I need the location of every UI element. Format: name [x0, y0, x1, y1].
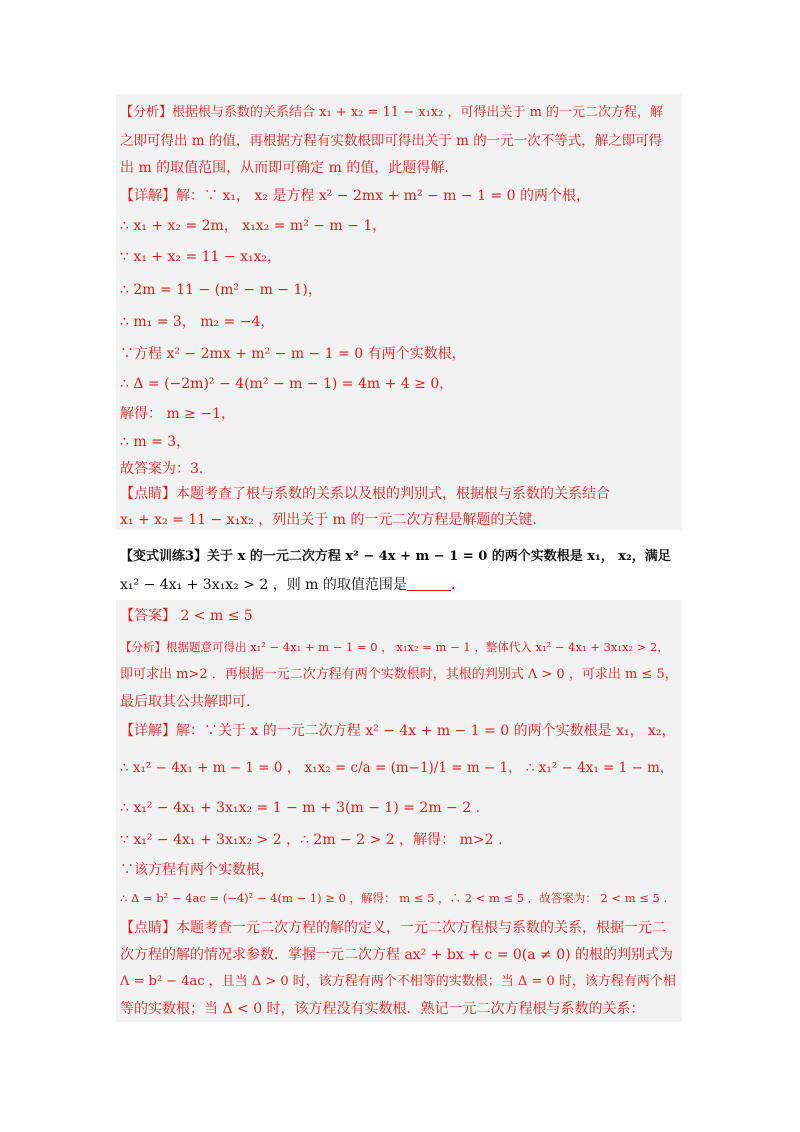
comment-2-line-4: 等的实数根；当 Δ < 0 时，该方程没有实数根．熟记一元二次方程根与系数的关系： [120, 1001, 645, 1017]
detail-2-line-6: ∴ Δ = b² − 4ac = (−4)² − 4(m − 1) ≥ 0 ，解得： m ≤ 5 ，∴ 2 < m ≤ 5 ．故答案为： 2 < m ≤ 5 . [120, 891, 668, 905]
comment-2-line-3: Λ = b² − 4ac ，且当 Δ > 0 时，该方程有两个不相等的实数根；当 Δ = 0 时，该方程有两个相 [120, 974, 676, 989]
answer-line-2: 【答案】 2 < m ≤ 5 [120, 608, 253, 624]
question-text: x₁² − 4x₁ + 3x₁x₂ > 2 ，则 m 的取值范围是 [120, 577, 407, 593]
analysis-2-line-3: 最后取其公共解即可. [120, 694, 251, 710]
detail-2-line-1: 【详解】解：∵关于 x 的一元二次方程 x² − 4x + m − 1 = 0 的两个实数根是 x₁， x₂， [120, 723, 676, 739]
detail-line-5: ∴ m₁ = 3， m₂ = −4， [120, 314, 275, 330]
detail-line-9: ∴ m = 3， [120, 434, 191, 450]
exercise-3-title: 【变式训练3】关于 x 的一元二次方程 x² − 4x + m − 1 = 0 的两个实数根是 x₁， x₂，满足 [120, 549, 671, 564]
analysis-2-line-2: 即可求出 m>2 ．再根据一元二次方程有两个实数根时，其根的判别式 Λ > 0 ，可求出 m ≤ 5， [120, 667, 678, 682]
detail-line-1: 【详解】解：∵ x₁， x₂ 是方程 x² − 2mx + m² − m − 1 = 0 的两个根， [120, 188, 590, 204]
detail-line-4: ∴ 2m = 11 − (m² − m − 1)， [120, 282, 322, 298]
comment-2-line-2: 次方程的解的情况求参数．掌握一元二次方程 ax² + bx + c = 0(a ≠ 0) 的根的判别式为 [120, 947, 674, 963]
comment-line-2: x₁ + x₂ = 11 − x₁x₂ ，列出关于 m 的一元二次方程是解题的关键. [120, 512, 537, 528]
detail-2-line-3: ∴ x₁² − 4x₁ + 3x₁x₂ = 1 − m + 3(m − 1) = 2m − 2 . [120, 800, 481, 816]
analysis-line-3: 出 m 的取值范围，从而即可确定 m 的值，此题得解. [120, 160, 449, 176]
detail-2-line-4: ∵ x₁² − 4x₁ + 3x₁x₂ > 2 ，∴ 2m − 2 > 2 ，解得： m>2 . [120, 832, 503, 848]
detail-2-line-5: ∵该方程有两个实数根， [120, 862, 274, 878]
question-end: . [450, 577, 456, 593]
exercise-3-question [120, 574, 680, 596]
detail-line-3: ∵ x₁ + x₂ = 11 − x₁x₂， [120, 249, 282, 265]
comment-line-1: 【点睛】本题考查了根与系数的关系以及根的判别式，根据根与系数的关系结合 [120, 486, 610, 502]
analysis-line-1: 【分析】根据根与系数的关系结合 x₁ + x₂ = 11 − x₁x₂ ，可得出关于 m 的一元二次方程，解 [120, 105, 664, 120]
detail-line-8: 解得： m ≥ −1， [120, 406, 235, 422]
detail-line-7: ∴ Δ = (−2m)² − 4(m² − m − 1) = 4m + 4 ≥ 0， [120, 376, 454, 392]
detail-2-line-2: ∴ x₁² − 4x₁ + m − 1 = 0 ， x₁x₂ = c/a = (m−1)/1 = m − 1， ∴ x₁² − 4x₁ = 1 − m， [120, 760, 674, 776]
analysis-line-2: 之即可得出 m 的值，再根据方程有实数根即可得出关于 m 的一元一次不等式，解之即可得 [120, 133, 663, 149]
answer-blank [407, 576, 451, 591]
answer-line-1: 故答案为：3. [120, 461, 204, 477]
detail-line-6: ∵方程 x² − 2mx + m² − m − 1 = 0 有两个实数根， [120, 346, 466, 362]
analysis-2-line-1: 【分析】根据题意可得出 x₁² − 4x₁ + m − 1 = 0 ， x₁x₂ = m − 1 ，整体代入 x₁² − 4x₁ + 3x₁x₂ > 2， [120, 640, 669, 654]
detail-line-2: ∴ x₁ + x₂ = 2m， x₁x₂ = m² − m − 1， [120, 218, 387, 234]
comment-2-line-1: 【点睛】本题考查一元二次方程的解的定义，一元二次方程根与系数的关系，根据一元二 [120, 920, 666, 936]
